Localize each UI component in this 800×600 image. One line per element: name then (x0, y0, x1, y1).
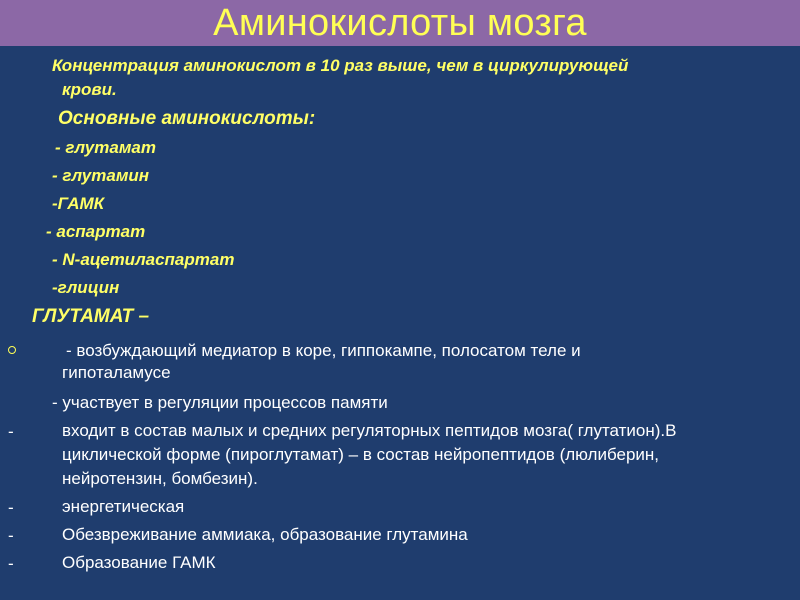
function-5: Обезвреживание аммиака, образование глутамина (62, 525, 468, 544)
intro-line-1: Концентрация аминокислот в 10 раз выше, чем в циркулирующей (52, 56, 629, 75)
glutamate-heading: ГЛУТАМАТ – (32, 306, 150, 327)
function-3-line-2: циклической форме (пироглутамат) – в состав нейропептидов (люлиберин, (62, 445, 660, 464)
dash-marker: - (8, 554, 14, 573)
function-3-line-1: входит в состав малых и средних регуляторных пептидов мозга( глутатион).В (62, 421, 677, 440)
amino-acid-item: - аспартат (46, 222, 146, 241)
dash-marker: - (8, 526, 14, 545)
amino-acid-item: - глутамат (55, 138, 156, 157)
amino-acid-item: -ГАМК (52, 194, 105, 213)
main-heading: Основные аминокислоты: (58, 108, 316, 129)
bullet-dot-icon (8, 346, 16, 354)
slide-title: Аминокислоты мозга (213, 2, 587, 44)
dash-marker: - (8, 422, 14, 441)
function-6: Образование ГАМК (62, 553, 216, 572)
function-1-line-1: - возбуждающий медиатор в коре, гиппокампе, полосатом теле и (66, 341, 581, 360)
amino-acid-item: - N-ацетиласпартат (52, 250, 235, 269)
function-2: - участвует в регуляции процессов памяти (52, 393, 388, 412)
intro-line-2: крови. (62, 80, 117, 99)
function-3-line-3: нейротензин, бомбезин). (62, 469, 258, 488)
amino-acid-item: -глицин (52, 278, 120, 297)
dash-marker: - (8, 498, 14, 517)
function-4: энергетическая (62, 497, 185, 516)
function-1-line-2: гипоталамусе (62, 363, 171, 382)
amino-acid-item: - глутамин (52, 166, 150, 185)
